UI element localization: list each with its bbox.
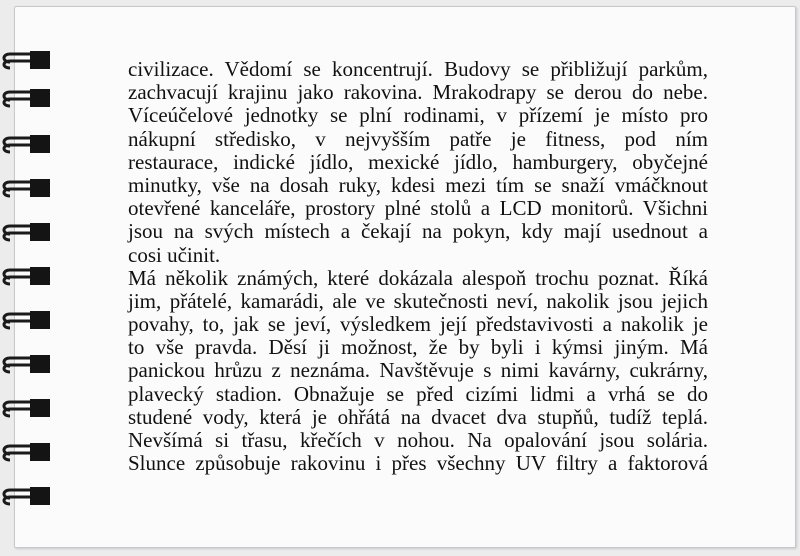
text-line: restaurace, indické jídlo, mexické jídlo, hamburgery, obyčejné — [128, 149, 708, 174]
text-line: povahy, to, jak se jeví, výsledkem její představivosti a nakolik je — [128, 312, 708, 337]
text-line: Slunce způsobuje rakovinu i přes všechny UV filtry a faktorová — [128, 451, 708, 476]
text-line: civilizace. Vědomí se koncentrují. Budovy se přibližují parkům, — [128, 57, 708, 81]
paragraph-1 — [128, 58, 708, 267]
text-line: zachvacují krajinu jako rakovina. Mrakodrapy se derou do nebe. — [128, 80, 708, 105]
spiral-ring — [4, 179, 50, 197]
text-line: minutky, vše na dosah ruky, kdesi mezi tím se snaží vmáčknout — [128, 172, 708, 197]
spiral-ring — [4, 89, 50, 107]
spiral-ring — [4, 487, 50, 505]
text-line: to vše pravda. Děsí ji možnost, že by byli i kýmsi jiným. Má — [128, 335, 708, 360]
text-line: nákupní středisko, v nejvyšším patře je fitness, pod ním — [128, 126, 708, 151]
spiral-ring — [4, 135, 50, 153]
text-line: jim, přátelé, kamarádi, ale ve skutečnosti neví, nakolik jsou jejich — [128, 288, 708, 313]
text-line: jsou na svých místech a čekají na pokyn, kdy mají usednout a — [128, 219, 708, 244]
spiral-ring — [4, 267, 50, 285]
text-line: plavecký stadion. Obnažuje se před cizími lidmi a vrhá se do — [128, 381, 708, 406]
spiral-ring — [4, 51, 50, 69]
text-line: otevřené kanceláře, prostory plné stolů a LCD monitorů. Všichni — [128, 196, 708, 221]
spiral-ring — [4, 223, 50, 241]
spiral-ring — [4, 399, 50, 417]
spiral-ring — [4, 311, 50, 329]
text-line: cosi učinit. — [128, 242, 221, 267]
text-line: studené vody, která je ohřátá na dvacet dva stupňů, tudíž teplá. — [128, 404, 708, 429]
spiral-ring — [4, 355, 50, 373]
text-line: Má několik známých, které dokázala alespoň trochu poznat. Říká — [128, 265, 708, 290]
text-line: Nevšímá si třasu, křečích v nohou. Na opalování jsou solária. — [128, 428, 708, 452]
text-line: Víceúčelové jednotky se plní rodinami, v přízemí je místo pro — [128, 103, 708, 128]
body-text — [128, 58, 708, 475]
text-line: panickou hrůzu z neznáma. Navštěvuje s nimi kavárny, cukrárny, — [128, 358, 708, 383]
paragraph-2 — [128, 267, 708, 476]
spiral-ring — [4, 443, 50, 461]
spiral-binding — [0, 0, 60, 556]
